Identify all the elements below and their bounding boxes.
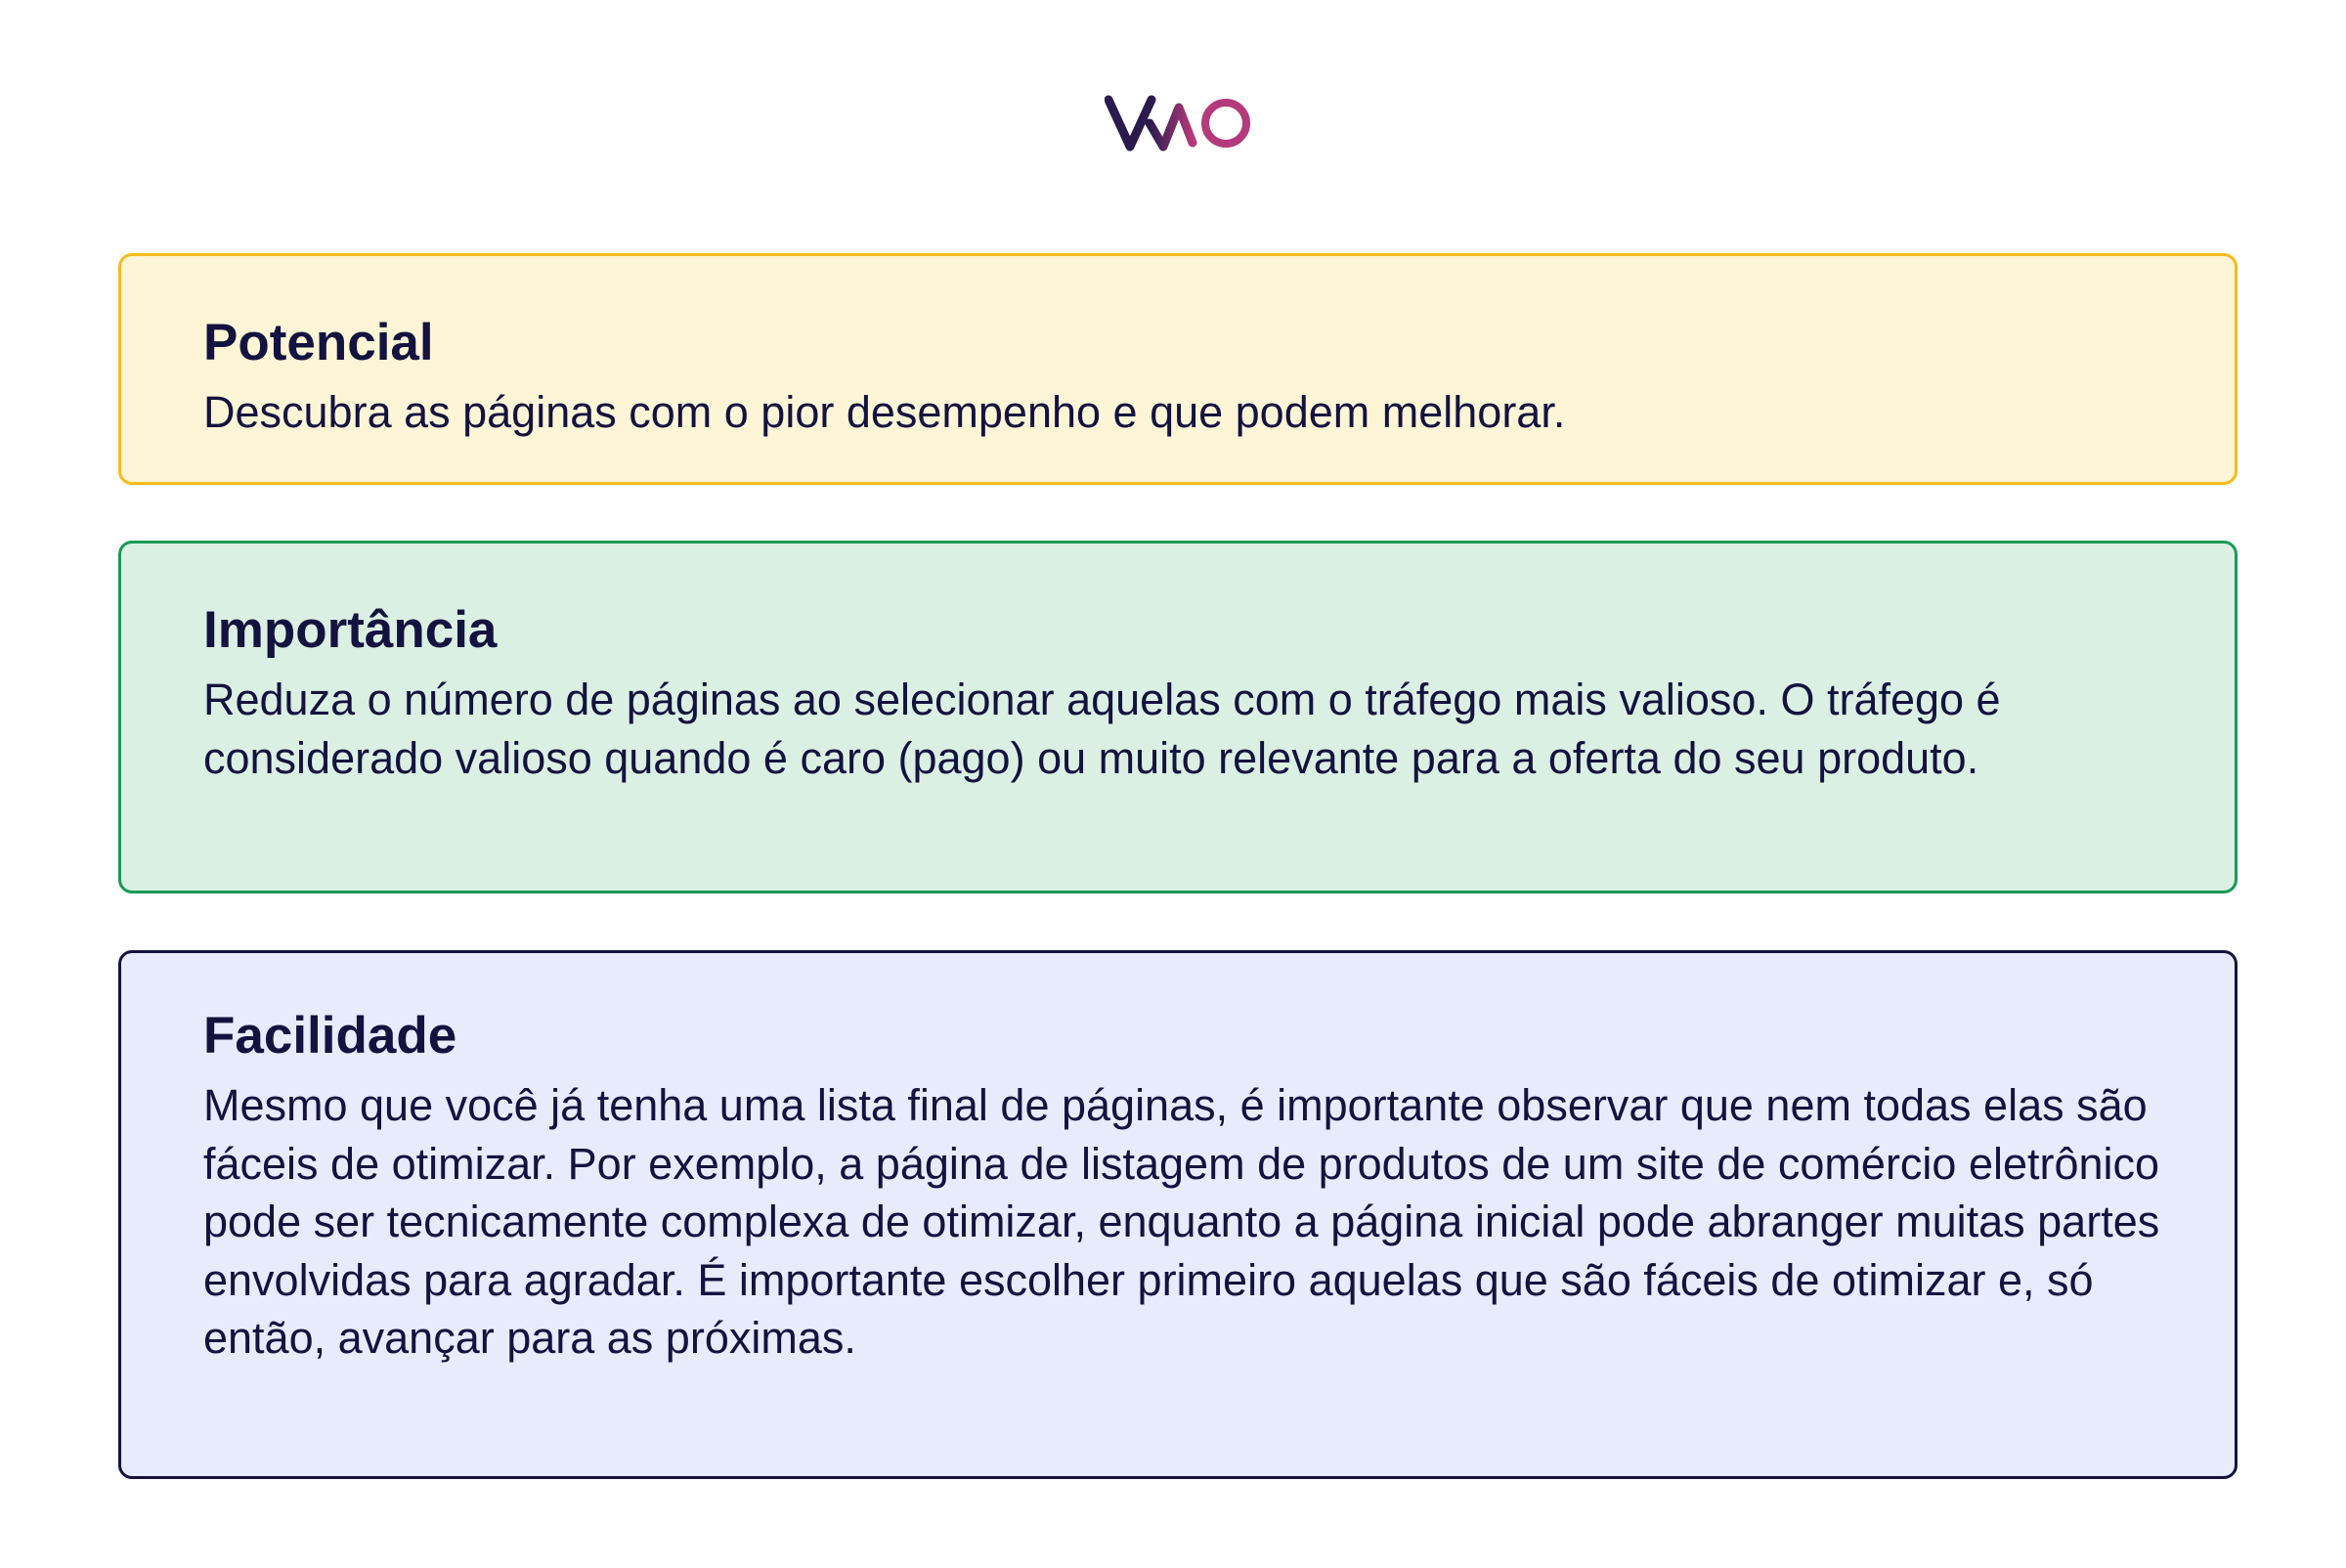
card-facilidade <box>118 950 2237 1479</box>
card-body-facilidade: Mesmo que você já tenha uma lista final de páginas, é importante observar que nem todas elas são fáceis de otimizar. Por exemplo, a página de listagem de produtos de um site de comércio eletrônico pode ser tecnicamente complexa de otimizar, enquanto a página inicial pode abranger muitas partes envolvidas para agradar. É importante escolher primeiro aquelas que são fáceis de otimizar e, só então, avançar para as próximas. <box>203 1080 2160 1363</box>
card-importancia <box>118 541 2237 893</box>
vwo-logo-mark <box>1105 94 1257 152</box>
card-body-importancia: Reduza o número de páginas ao selecionar aquelas com o tráfego mais valioso. O tráfego é considerado valioso quando é caro (pago) ou muito relevante para a oferta do seu produto. <box>203 675 2001 783</box>
vwo-logo <box>1105 94 1257 152</box>
card-title-potencial: Potencial <box>203 314 434 371</box>
card-title-facilidade: Facilidade <box>203 1007 457 1065</box>
card-potencial <box>118 253 2237 485</box>
card-title-importancia: Importância <box>203 601 498 659</box>
card-body-potencial: Descubra as páginas com o pior desempenho e que podem melhorar. <box>203 387 1566 437</box>
